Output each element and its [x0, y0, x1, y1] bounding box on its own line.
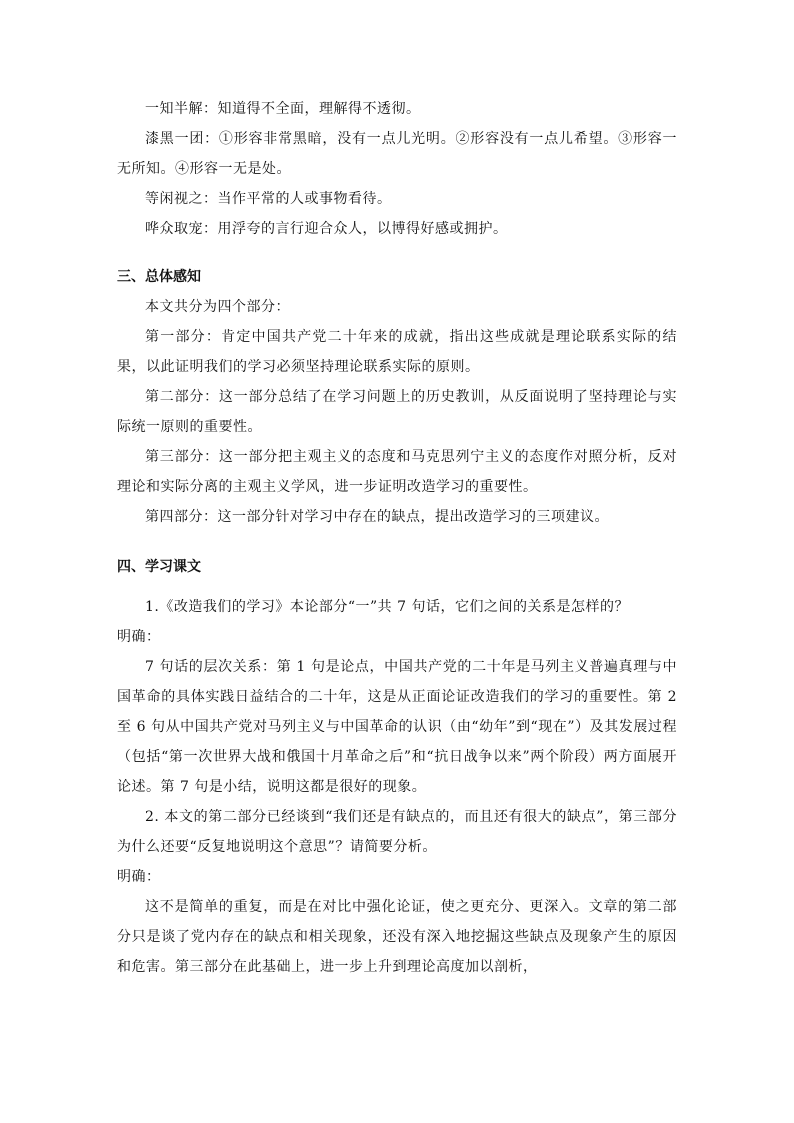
document-body: [117, 94, 677, 982]
section-heading-study: 四、学习课文: [117, 559, 201, 575]
overview-part: 第一部分：肯定中国共产党二十年来的成就，指出这些成就是理论联系实际的结果，以此证明我们的学习必须坚持理论联系实际的原则。: [117, 329, 677, 375]
answer-2: 这不是简单的重复，而是在对比中强化论证，使之更充分、更深入。文章的第二部分只是谈了党内存在的缺点和相关现象，还没有深入地挖掘这些缺点及现象产生的原因和危害。第三部分在此基础上，进一步上升到理论高度加以剖析，: [117, 899, 677, 975]
question-1: 1.《改造我们的学习》本论部分“一”共 7 句话，它们之间的关系是怎样的？: [145, 599, 629, 615]
overview-part: 第二部分：这一部分总结了在学习问题上的历史教训，从反面说明了坚持理论与实际统一原则的重要性。: [117, 389, 677, 435]
overview-intro: 本文共分为四个部分：: [145, 299, 290, 315]
section-heading-overview: 三、总体感知: [117, 269, 201, 285]
overview-part: 第四部分：这一部分针对学习中存在的缺点，提出改造学习的三项建议。: [145, 509, 609, 525]
term-definition: 哗众取宠：用浮夸的言行迎合众人，以博得好感或拥护。: [145, 221, 508, 237]
term-definition: 等闲视之：当作平常的人或事物看待。: [145, 191, 392, 207]
overview-part: 第三部分：这一部分把主观主义的态度和马克思列宁主义的态度作对照分析，反对理论和实际分离的主观主义学风，进一步证明改造学习的重要性。: [117, 449, 677, 495]
answer-label-2: 明确：: [117, 869, 161, 885]
term-definition: 一知半解：知道得不全面，理解得不透彻。: [145, 101, 421, 117]
question-2: 2. 本文的第二部分已经谈到“我们还是有缺点的，而且还有很大的缺点”，第三部分为什么还要“反复地说明这个意思”？请简要分析。: [117, 809, 677, 855]
answer-label-1: 明确：: [117, 629, 161, 645]
term-definition: 漆黑一团：①形容非常黑暗，没有一点儿光明。②形容没有一点儿希望。③形容一无所知。④形容一无是处。: [117, 131, 677, 177]
answer-1: 7 句话的层次关系：第 1 句是论点，中国共产党的二十年是马列主义普遍真理与中国革命的具体实践日益结合的二十年，这是从正面论证改造我们的学习的重要性。第 2 至 6 句从中国共产党对马列主义与中国革命的认识（由“幼年”到“现在”）及其发展过程（包括“第一次世界大战和俄国十月革命之后”和“抗日战争以来”两个阶段）两方面展开论述。第 7 句是小结，说明这都是很好的现象。: [117, 659, 677, 795]
